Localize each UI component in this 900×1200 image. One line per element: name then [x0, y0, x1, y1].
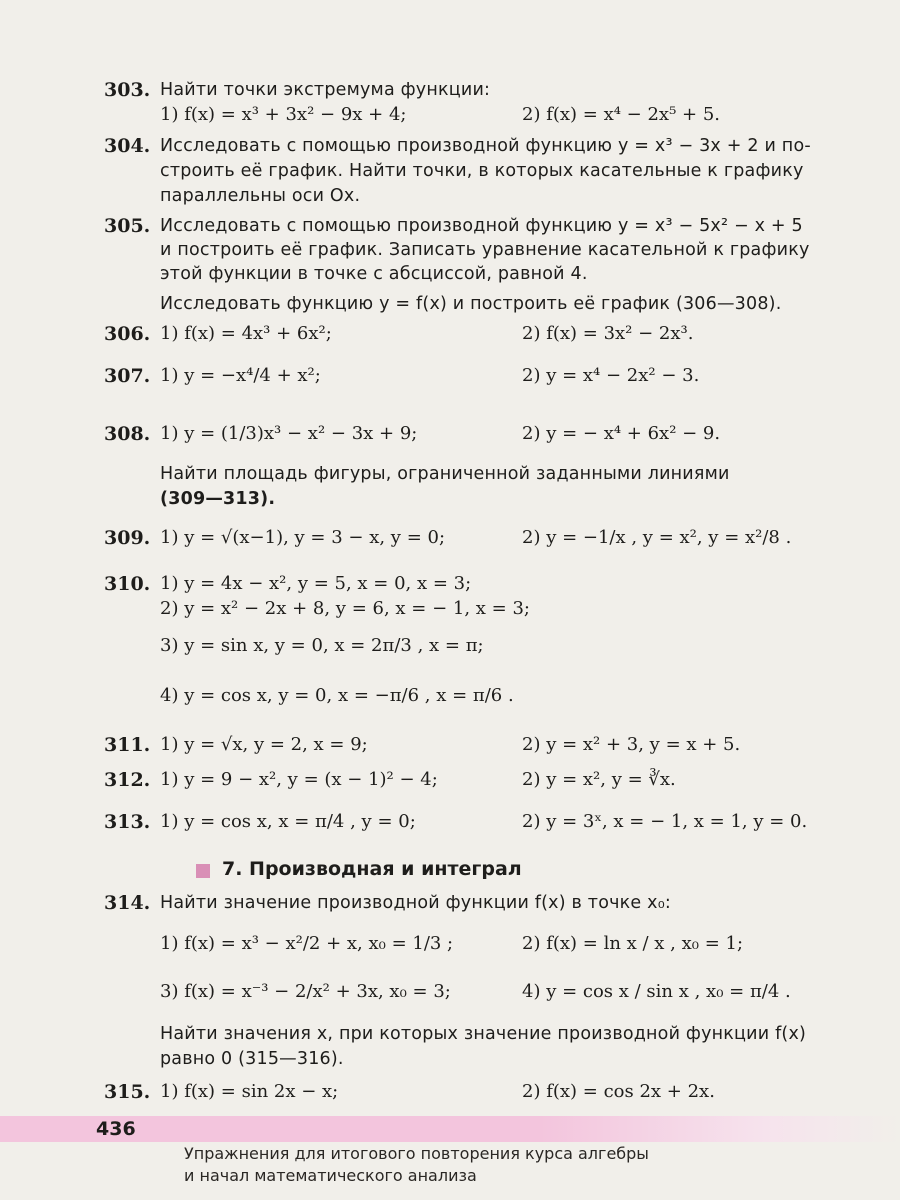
- item-2: 2) f(x) = 3x² − 2x³.: [522, 323, 694, 344]
- item-1: 1) y = −x⁴/4 + x²;: [160, 365, 321, 386]
- problem-number: 306.: [104, 323, 151, 345]
- problem-text-line-1: Исследовать с помощью производной функцию y = x³ − 3x + 2 и по-: [160, 136, 811, 156]
- problem-number: 303.: [104, 79, 151, 101]
- item-2: 2) y = 3ˣ, x = − 1, x = 1, y = 0.: [522, 811, 808, 832]
- problem-text-line-1: Исследовать с помощью производной функцию y = x³ − 5x² − x + 5: [160, 216, 803, 236]
- item-1: 1) y = 4x − x², y = 5, x = 0, x = 3;: [160, 573, 472, 594]
- item-1: 1) y = 9 − x², y = (x − 1)² − 4;: [160, 769, 438, 790]
- item-2: 2) y = x², y = ∛x.: [522, 769, 676, 790]
- item-3: 3) f(x) = x⁻³ − 2/x² + 3x, x₀ = 3;: [160, 981, 451, 1002]
- footer-line-2: и начал математического анализа: [184, 1166, 477, 1185]
- problem-text-line-2: и построить её график. Записать уравнение касательной к графику: [160, 240, 810, 260]
- item-2: 2) y = x⁴ − 2x² − 3.: [522, 365, 700, 386]
- item-1: 1) f(x) = sin 2x − x;: [160, 1081, 339, 1102]
- problem-number: 313.: [104, 811, 151, 833]
- item-1: 1) y = cos x, x = π/4 , y = 0;: [160, 811, 416, 832]
- item-1: 1) f(x) = x³ − x²/2 + x, x₀ = 1/3 ;: [160, 933, 454, 954]
- problem-text-line-3: этой функции в точке с абсциссой, равной 4.: [160, 264, 588, 284]
- item-3: 3) y = sin x, y = 0, x = 2π/3 , x = π;: [160, 635, 484, 656]
- problem-number: 309.: [104, 527, 151, 549]
- section-title: 7. Производная и интеграл: [222, 858, 522, 880]
- problem-number: 314.: [104, 892, 151, 914]
- problem-number: 307.: [104, 365, 151, 387]
- problem-text: Найти точки экстремума функции:: [160, 80, 491, 100]
- item-2: 2) f(x) = ln x / x , x₀ = 1;: [522, 933, 744, 954]
- item-2: 2) y = x² − 2x + 8, y = 6, x = − 1, x = 3;: [160, 598, 530, 619]
- problem-number: 311.: [104, 734, 151, 756]
- problem-number: 305.: [104, 215, 151, 237]
- problem-number: 315.: [104, 1081, 151, 1103]
- page-number: 436: [96, 1118, 136, 1140]
- problem-number: 312.: [104, 769, 151, 791]
- item-2: 2) y = x² + 3, y = x + 5.: [522, 734, 741, 755]
- item-4: 4) y = cos x / sin x , x₀ = π/4 .: [522, 981, 791, 1002]
- item-2: 2) f(x) = x⁴ − 2x⁵ + 5.: [522, 104, 720, 125]
- problem-number: 308.: [104, 423, 151, 445]
- item-1: 1) f(x) = 4x³ + 6x²;: [160, 323, 332, 344]
- problem-number: 304.: [104, 135, 151, 157]
- item-1: 1) f(x) = x³ + 3x² − 9x + 4;: [160, 104, 407, 125]
- instruction-text-line-2: равно 0 (315—316).: [160, 1049, 344, 1069]
- item-4: 4) y = cos x, y = 0, x = −π/6 , x = π/6 .: [160, 685, 514, 706]
- footer-line-1: Упражнения для итогового повторения курса алгебры: [184, 1144, 649, 1163]
- instruction-text-line-2: (309—313).: [160, 489, 276, 509]
- instruction-text: Исследовать функцию y = f(x) и построить её график (306—308).: [160, 294, 782, 314]
- problem-text: Найти значение производной функции f(x) в точке x₀:: [160, 893, 672, 913]
- section-marker-icon: [196, 864, 210, 878]
- problem-text-line-3: параллельны оси Ox.: [160, 186, 361, 206]
- instruction-text-line-1: Найти площадь фигуры, ограниченной заданными линиями: [160, 464, 730, 484]
- item-2: 2) y = −1/x , y = x², y = x²/8 .: [522, 527, 792, 548]
- item-2: 2) y = − x⁴ + 6x² − 9.: [522, 423, 721, 444]
- item-1: 1) y = (1/3)x³ − x² − 3x + 9;: [160, 423, 418, 444]
- item-1: 1) y = √x, y = 2, x = 9;: [160, 734, 368, 755]
- instruction-text-line-1: Найти значения x, при которых значение производной функции f(x): [160, 1024, 807, 1044]
- problem-number: 310.: [104, 573, 151, 595]
- item-1: 1) y = √(x−1), y = 3 − x, y = 0;: [160, 527, 446, 548]
- item-2: 2) f(x) = cos 2x + 2x.: [522, 1081, 715, 1102]
- problem-text-line-2: строить её график. Найти точки, в которых касательные к графику: [160, 161, 804, 181]
